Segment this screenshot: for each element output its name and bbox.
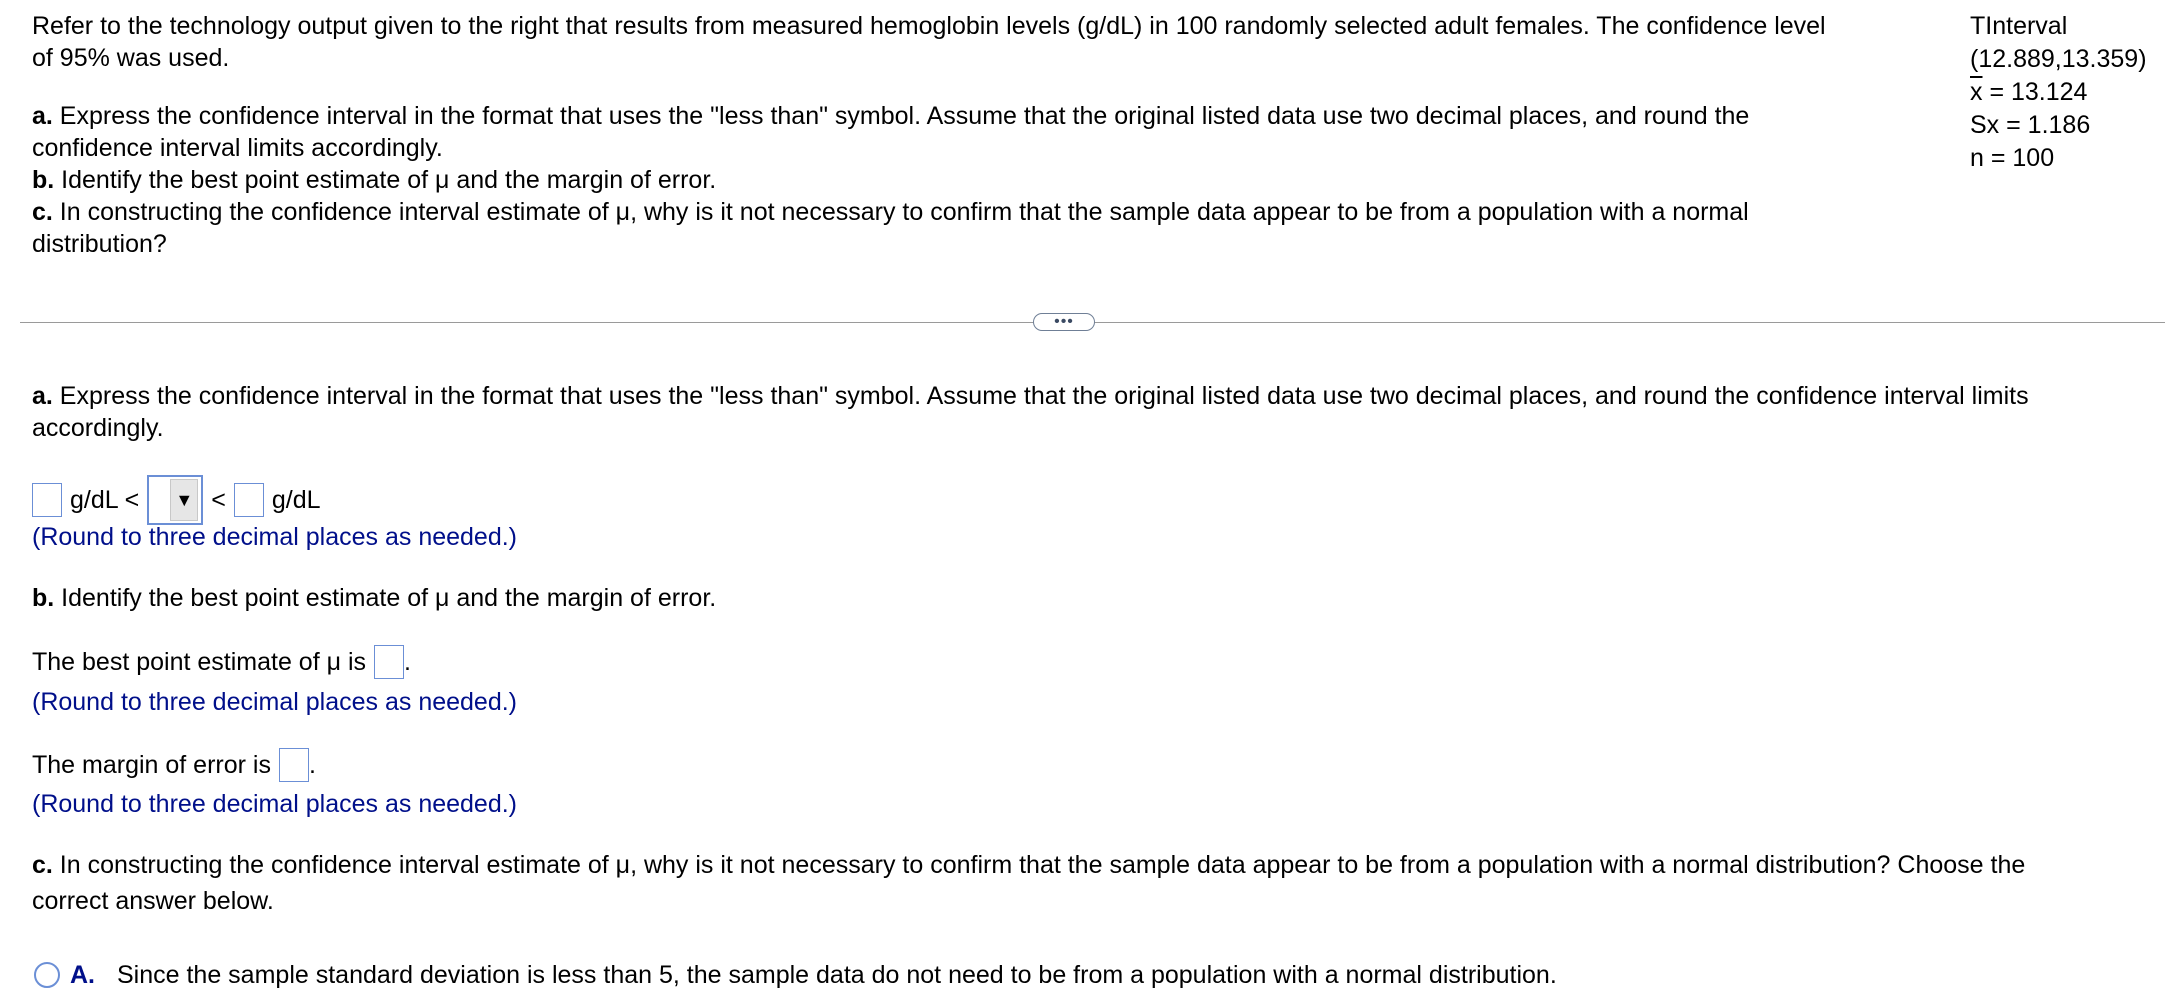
answer-option-a[interactable]	[34, 959, 1557, 991]
unit-right-label: g/dL	[271, 485, 321, 514]
prompt-part-c: c. In constructing the confidence interval estimate of μ, why is it not necessary to confirm that the sample data appear to be from a population with a normal distribution?	[32, 198, 1749, 258]
point-estimate-label: The best point estimate of μ is	[32, 648, 367, 676]
margin-of-error-hint: (Round to three decimal places as needed.)	[32, 790, 518, 818]
part-a-question: a. Express the confidence interval in the format that uses the "less than" symbol. Assume that the original listed data use two decimal places, and round the confidence interval limits accordingly.	[32, 382, 2029, 442]
part-b-question: b. Identify the best point estimate of μ and the margin of error.	[32, 584, 717, 612]
dropdown-arrow-icon: ▼	[170, 479, 198, 521]
unit-left-label: g/dL <	[70, 485, 140, 514]
sample-mean: $\overline{x} = 13.124$	[1970, 78, 2088, 106]
point-estimate-row: The best point estimate of μ is .	[32, 645, 411, 679]
intro-text: Refer to the technology output given to the right that results from measured hemoglobin levels (g/dL) in 100 randomly selected adult females. The confidence level of 95% was used.	[32, 12, 1826, 72]
margin-of-error-input[interactable]	[279, 748, 309, 782]
technology-output	[1970, 10, 2147, 175]
question-prompt	[32, 10, 1912, 260]
part-c-question: c. In constructing the confidence interval estimate of μ, why is it not necessary to confirm that the sample data appear to be from a population with a normal distribution? Choose the correct answer below.	[32, 851, 2026, 915]
tinterval-title: TInterval	[1970, 12, 2068, 40]
lower-limit-input[interactable]	[32, 483, 62, 517]
less-than-label: <	[211, 485, 226, 514]
sample-std-dev: Sx = 1.186	[1970, 111, 2091, 139]
sample-size: n = 100	[1970, 144, 2055, 172]
expand-button[interactable]	[1033, 313, 1095, 331]
part-a-hint: (Round to three decimal places as needed.)	[32, 523, 518, 551]
margin-of-error-row: The margin of error is .	[32, 748, 316, 782]
margin-of-error-label: The margin of error is	[32, 751, 271, 779]
prompt-part-b: b. Identify the best point estimate of μ and the margin of error.	[32, 166, 717, 194]
point-estimate-hint: (Round to three decimal places as needed.)	[32, 688, 518, 716]
interval-value: (12.889,13.359)	[1970, 45, 2147, 73]
parameter-dropdown[interactable]	[147, 475, 203, 525]
option-letter: A.	[70, 961, 95, 989]
option-text: Since the sample standard deviation is less than 5, the sample data do not need to be from a population with a normal distribution.	[117, 961, 1557, 989]
radio-button-icon[interactable]	[34, 962, 60, 988]
ellipsis-icon: •••	[1054, 313, 1074, 330]
prompt-part-a: a. Express the confidence interval in the format that uses the "less than" symbol. Assume that the original listed data use two decimal places, and round the confidence interval limits accordingly.	[32, 102, 1750, 162]
confidence-interval-row	[32, 475, 325, 525]
upper-limit-input[interactable]	[234, 483, 264, 517]
point-estimate-input[interactable]	[374, 645, 404, 679]
